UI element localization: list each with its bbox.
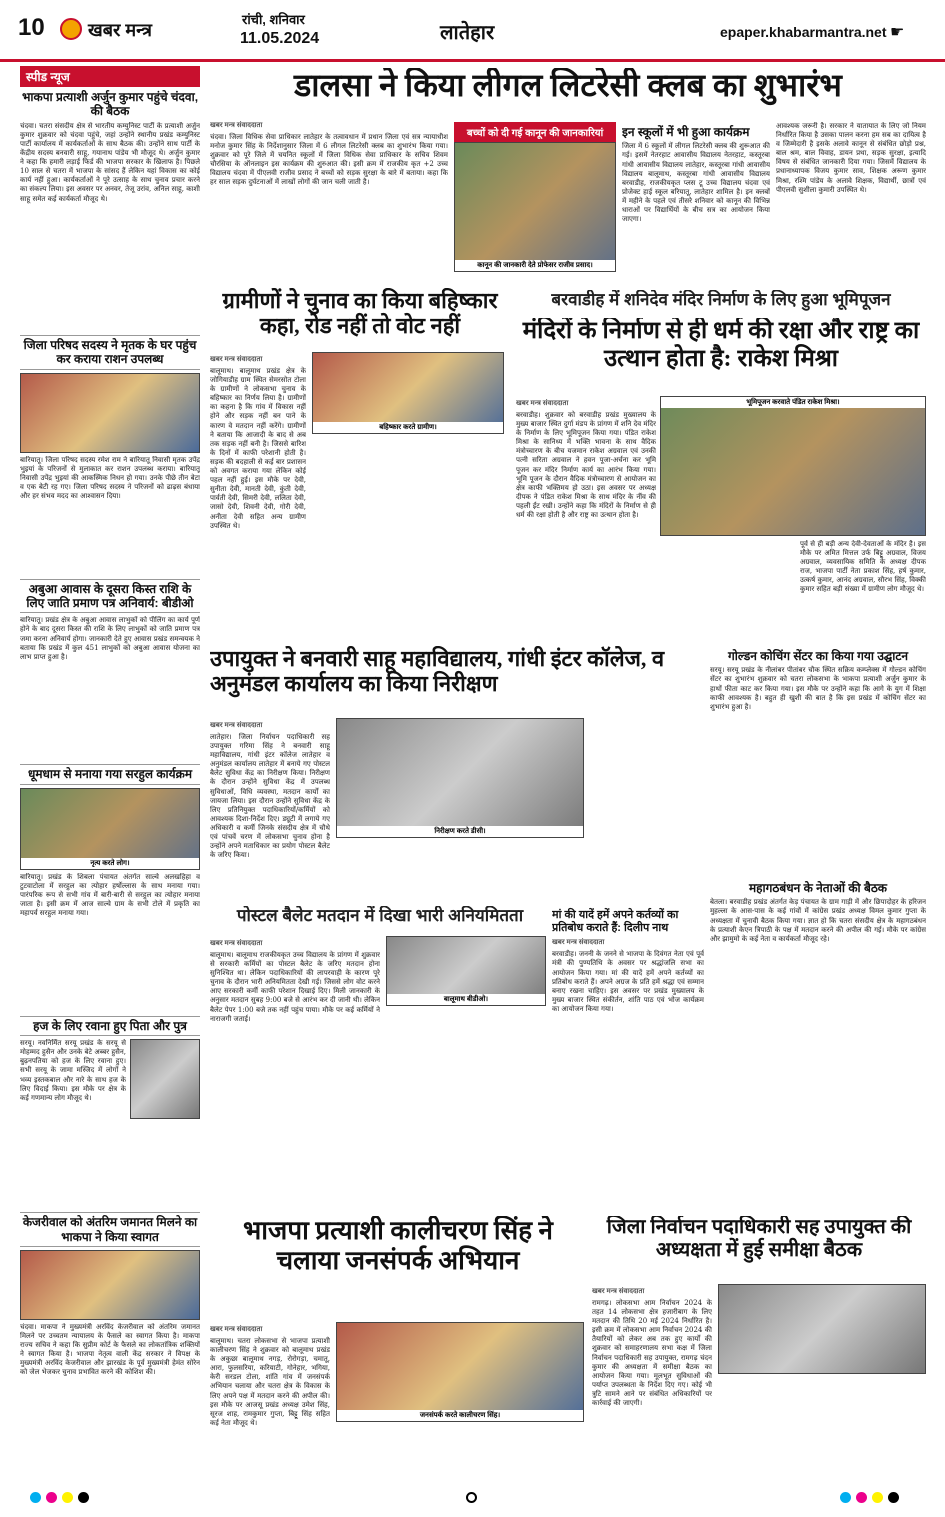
speed-news-tag: स्पीड न्यूज xyxy=(20,66,200,87)
review-body: रामगढ़। लोकसभा आम निर्वाचन 2024 के तहत 14 लोकसभा क्षेत्र हजारीबाग के लिए मतदान की तिथि 20 मई 2024 निर्धारित है। इसी क्रम में लोकसभा आम निर्वाचन 2024 की तैयारियों को लेकर अब तक हुए कार्यों की शुक्रवार को समाहरणालय सभा कक्ष में जिला निर्वाचन पदाधिकारी सह उपायुक्त, रामगढ़ चंदन कुमार की अध्यक्षता में समीक्षा बैठक का आयोजन किया गया। मूलभूत सुविधाओं की पर्याप्त उपलब्धता के निर्देश दिए गए। कोई भी त्रुटि सामने आने पर संबंधित अधिकारियों पर कार्रवाई की जाएगी। xyxy=(592,1299,712,1408)
temple-right-body: पूर्व से ही बड़ी अन्य देवी-देवताओं के मंदिर है। इस मौके पर अमित मित्तल उर्फ बिट्टू अग्रवाल, विजय अग्रवाल, व्यवसायिक समिति के अध्यक्ष दीपक राज, भाजपा पार्टी नेता प्रकाश सिंह, हर्ष कुमार, उत्कर्ष कुमार, आनंद अग्रवाल, सौरभ सिंह, विक्की कुमार सहित बड़ी संख्या में ग्रामीण लोग मौजूद थे। xyxy=(800,540,926,594)
dc-photo-block xyxy=(336,718,584,838)
campaign-photo xyxy=(336,1322,584,1422)
footer-registration-marks xyxy=(0,1478,945,1517)
lead-right-block xyxy=(776,122,926,312)
story-photo xyxy=(130,1039,200,1119)
mother-body: बरवाडीह। जननी के जनने से भाजपा के दिवंगत नेता एवं पूर्व मंत्री की पुण्यतिथि के अवसर पर श्रद्धांजलि सभा का आयोजन किया गया। मां की यादें हमें अपने कर्तव्यों का प्रतिबोध कराते हैं। अपने अग्रज के प्रति हमें श्रद्धा एवं सम्मान बनाए रखना चाहिए। इस अवसर पर प्रखंड मुख्यालय के मुख्य बाजार स्थित संकीर्तन, शांति पाठ एवं भोज कार्यक्रम का आयोजन किया गया। xyxy=(552,950,704,1013)
campaign-headline-block xyxy=(210,1216,586,1316)
byline: खबर मन्त्र संवाददाता xyxy=(552,939,605,947)
byline: खबर मन्त्र संवाददाता xyxy=(210,722,263,729)
byline: खबर मन्त्र संवाददाता xyxy=(210,122,263,129)
registration-dot xyxy=(62,1492,73,1503)
temple-headline-block xyxy=(516,318,926,390)
lead-right-body: आवश्यक जरूरी है। सरकार ने यातायात के लिए जो नियम निर्धारित किया है उसका पालन करना हम सब का दायित्व है व जिम्मेदारी है इसके अलावे कानून से संबंधित छोड़ो प्रश्न, बाल श्रम, बाल विवाह, डायन प्रथा, सड़क सुरक्षा, इत्यादि विषय से संबंधित जानकारी दिया गया। जिसमें विद्यालय के प्रधानाध्यापक विजय कुमार साव, शिक्षक अरूण कुमार मिश्रा, रश्मि पांडेय के अलावे शिक्षक, विद्यार्थी, छात्रों एवं पीएलवी सुशीला कुमारी उपस्थित थे। xyxy=(776,122,926,194)
story-headline: जिला परिषद सदस्य ने मृतक के घर पहुंच कर कराया राशन उपलब्ध xyxy=(20,335,200,370)
lead-body-block xyxy=(210,118,448,308)
coaching-headline: गोल्डन कोचिंग सेंटर का किया गया उद्घाटन xyxy=(727,649,909,663)
boycott-photo xyxy=(312,352,504,434)
postal-photo-block xyxy=(386,936,546,1006)
registration-dot xyxy=(30,1492,41,1503)
lead-headline: डालसा ने किया लीगल लिटरेसी क्लब का शुभारंभ xyxy=(294,68,842,103)
byline: खबर मन्त्र संवाददाता xyxy=(210,1326,263,1333)
story-headline: केजरीवाल को अंतरिम जमानत मिलने का भाकपा ने किया स्वागत xyxy=(20,1212,200,1247)
coaching-block xyxy=(710,646,926,876)
main-area xyxy=(210,66,926,1476)
lead-photo xyxy=(454,142,616,272)
dc-headline-block xyxy=(210,646,706,710)
mother-headline: मां की यादें हमें अपने कर्तव्यों का प्रतिबोध कराते हैं: दिलीप नाथ xyxy=(552,909,679,935)
pointer-hand-icon: ☛ xyxy=(890,22,905,41)
story-body: बारियातू। प्रखंड के शिबला पंचायत अंतर्गत साल्वे अलखहिहा व टुटवाटोला में सरहुल का त्योहार हर्षोल्लास के साथ मनाया गया। पारंपरिक रूप से सभी गांव में बारी-बारी से सरहुल का त्योहार मनाया जाता है। इसी क्रम में आज साल्वे ग्राम के सभी टोले में प्रकृति का महापर्व सरहुल मनाया गया। xyxy=(20,872,200,918)
lead-headline-block xyxy=(210,68,926,112)
temple-photo-block xyxy=(660,396,926,536)
story-photo xyxy=(20,788,200,870)
photo-caption: जनसंपर्क करते कालीचरण सिंह। xyxy=(337,1410,583,1421)
lead-sidebar-block xyxy=(622,122,770,312)
place-day: रांची, शनिवार xyxy=(242,12,305,27)
brand-name: खबर मन्त्र xyxy=(88,20,152,40)
story-body: चंदवा। चतरा संसदीय क्षेत्र से भारतीय कम्युनिस्ट पार्टी के प्रत्याशी अर्जुन कुमार शुक्रवार को चंदवा पहुंचे, जहां उन्होंने स्थानीय प्रखंड कम्युनिस्ट पार्टी कार्यालय में कार्यकर्ताओं के साथ बैठक की। उन्होंने साथ पार्टी के केंद्रीय सदस्य बनवारी साहू, गयानाथ पांडेय भी मौजूद थे। अर्जुन कुमार ने कहा कि हमारी लड़ाई फिर्ड की भाजपा सरकार के खिलाफ है। पिछले 10 साल से चतरा में भाजपा के सांसद हैं लेकिन यहां विकास का कोई कार्य नहीं हुआ। कार्यकर्ताओं ने पूरे उत्साह के साथ चुनाव प्रचार करने का संकल्प लिया। इस अवसर पर अनवर, तेजू उरांव, अनिल साहू, काशी साहू समेत कई कार्यकर्ता मौजूद थे। xyxy=(20,121,200,203)
temple-body: बरवाडीह। शुक्रवार को बरवाडीह प्रखंड मुख्यालय के मुख्य बाजार स्थित दुर्गा मंडप के प्रांगण में शनि देव मंदिर के निर्माण के लिए भूमिपूजन किया गया। पंडित राकेश मिश्रा के सानिध्य में भक्ति भावना के साथ वैदिक मंत्रोच्चारण के बीच यजमान राकेश अग्रवाल एवं उनकी पत्नी सरिता अग्रवाल ने हवन पूजा-अर्चना कर भूमि पूजन कर मंदिर निर्माण कार्य का आरंभ किया गया। भूमि पूजन के दौरान वैदिक मंत्रोच्चारण से आयोजन का क्षेत्र काफी भक्तिमय हो उठा। इस अवसर पर अध्यक्ष दीपक ने पंडित राकेश मिश्रा के साथ मंदिर के नींव की पहली ईंट रखी। उन्होंने कहा कि मंदिरों के निर्माण से ही धर्म की रक्षा होती है और राष्ट्र का उत्थान होता है। xyxy=(516,411,656,520)
crosshair-icon xyxy=(466,1492,477,1503)
dc-headline: उपायुक्त ने बनवारी साहू महाविद्यालय, गांधी इंटर कॉलेज, व अनुमंडल कार्यालय का किया निरीक्षण xyxy=(210,646,665,697)
postal-headline-block xyxy=(210,906,550,932)
page-number: 10 xyxy=(18,14,45,41)
boycott-body: बालूमाथ। बालूमाथ प्रखंड क्षेत्र के जोगियाडीह ग्राम स्थित सेमरसोत टोला के ग्रामीणों ने लोकसभा चुनाव के बहिष्कार का निर्णय लिया है। ग्रामीणों का कहना है कि गांव में विकास नहीं होने और सड़क नहीं बन पाने के कारण वे मतदान नहीं करेंगे। ग्रामीणों ने बताया कि आजादी के बाद से अब तक सड़क नहीं बनी है। जिससे बारिश के दिनों में काफी परेशानी होती है। सड़क की बदहाली से कई बार प्रशासन को अवगत कराया गया लेकिन कोई पहल नहीं हुई। इस मौके पर देवी, सुनीता देवी, मानती देवी, कुंती देवी, पार्वती देवी, सिमरी देवी, ललिता देवी, जासो देवी, शिवनी देवी, गोरी देवी, अनीता देवी सहित अन्य ग्रामीण उपस्थित थे। xyxy=(210,367,306,530)
campaign-body: बालूमाथ। चतरा लोकसभा से भाजपा प्रत्याशी कालीचरण सिंह ने शुक्रवार को बालूमाथ प्रखंड के अकुछा बालूमाथ नगड़, रोरोगड़ा, चमातू, आरा, फुलसरिया, करियाटी, गोनेहार, भगिया, केरी सरडल टोला, शांति गांव में जनसंपर्क अभियान चलाया और चतरा क्षेत्र के विकास के लिए अपने पक्ष में मतदान करने की अपील की। इस मौके पर आजसू प्रखंड अध्यक्ष उमेश सिंह, सूरज शाह, रामकुमार गुप्ता, बिट्टू सिंह सहित कई नेता मौजूद थे। xyxy=(210,1337,330,1427)
lead-photo-title: बच्चों को दी गई कानून की जानकारियां xyxy=(454,122,616,142)
registration-dot xyxy=(888,1492,899,1503)
photo-caption: कानून की जानकारी देते प्रोफेसर राजीव प्रसाद। xyxy=(455,260,615,271)
temple-body-block xyxy=(516,396,656,636)
photo-caption: निरीक्षण करते डीसी। xyxy=(337,826,583,837)
photo-caption: नृत्य करते लोग। xyxy=(21,858,199,869)
review-headline-block xyxy=(592,1216,926,1278)
review-headline: जिला निर्वाचन पदाधिकारी सह उपायुक्त की अध्यक्षता में हुई समीक्षा बैठक xyxy=(606,1216,912,1261)
story-body: सरयू। नवनिर्मित सरयू प्रखंड के सरयू से मोहम्मद हुसैन और उनके बेटे अब्बर हुसैन, बुढ़नपतिया को हज के लिए रवाना हुए। सभी सरयू के जामा मस्जिद में लोगों ने भव्य इस्तकबाल और नारे के साथ हज के लिए विदाई किया। इस मौके पर क्षेत्र के कई गणमान्य लोग मौजूद थे। xyxy=(20,1039,126,1102)
story-headline: हज के लिए रवाना हुए पिता और पुत्र xyxy=(20,1016,200,1036)
issue-date: 11.05.2024 xyxy=(240,30,320,47)
boycott-body-block xyxy=(210,352,306,632)
story-headline: अबुआ आवास के दूसरा किस्त राशि के लिए जाति प्रमाण पत्र अनिवार्य: बीडीओ xyxy=(20,579,200,614)
temple-photo xyxy=(660,396,926,536)
registration-dot xyxy=(46,1492,57,1503)
photo-caption: बहिष्कार करते ग्रामीण। xyxy=(313,422,503,433)
story-body: बारियातू। प्रखंड क्षेत्र के अबुआ आवास लाभुकों को पीलिंग का कार्य पूर्ण होने के बाद दूसरा किस्त की राशि के लिए लाभुकों को जाति प्रमाण पत्र जमा करना अनिवार्य होगा। जानकारी देते हुए आवास प्रखंड समन्वयक ने बताया कि प्रखंड में कुल 451 लाभुकों को अबुआ आवास योजना का लाभ प्राप्त हुआ है। xyxy=(20,616,200,661)
registration-dot xyxy=(872,1492,883,1503)
mother-block xyxy=(552,906,704,1206)
campaign-body-block xyxy=(210,1322,330,1472)
campaign-headline: भाजपा प्रत्याशी कालीचरण सिंह ने चलाया जनसंपर्क अभियान xyxy=(243,1216,553,1275)
sidebar-body: जिला में 6 स्कूलों में लीगल लिटरेसी क्लब की शुरूआत की गई। इसमें नेतरहाट आवासीय विद्यालय नेतरहाट, कस्तूरबा गांधी आवासीय विद्यालय लातेहार, कस्तूरबा गांधी आवासीय विद्यालय बालूमाथ, कस्तूरबा गांधी आवासीय विद्यालय बरवाडीह, राजकीयकृत प्लस टू उच्च विद्यालय चंदवा एवं प्रोजेक्ट हाई स्कूल बरियातू, लातेहार शामिल है। इन क्लबों में महीने के पहले एवं तीसरे शनिवार को कानून की विभिन्न धाराओं पर विद्यार्थियों के बीच सत्र का आयोजन किया जाएगा। xyxy=(622,142,770,224)
story-headline: भाकपा प्रत्याशी अर्जुन कुमार पहुंचे चंदवा, की बैठक xyxy=(21,90,199,119)
speed-news-column xyxy=(20,66,200,1476)
temple-kicker: बरवाडीह में शनिदेव मंदिर निर्माण के लिए हुआ भूमिपूजन xyxy=(551,290,891,309)
postal-body-block xyxy=(210,936,380,1196)
section-name: लातेहार xyxy=(440,22,495,44)
story-headline: धूमधाम से मनाया गया सरहुल कार्यक्रम xyxy=(20,764,200,784)
review-photo-block xyxy=(718,1284,926,1374)
registration-dot xyxy=(856,1492,867,1503)
lead-body: चंदवा। जिला विधिक सेवा प्राधिकार लातेहार के तत्वावधान में प्रधान जिला एवं सत्र न्यायाधीश मनोज कुमार सिंह के निर्देशानुसार जिला में 6 लीगल लिटरेसी क्लब का शुभारंभ किया गया। शुक्रवार को पूरे जिले में चयनित स्कूलों में जिला विधिक सेवा प्राधिकार के सचिव शिवम चौरसिया के ऑनलाइन इस कार्यक्रम की शुरुआत की। इसी क्रम में राजकीय कृत +2 उच्च विद्यालय चंदवा में पीएलवी राजीव प्रसाद ने बच्चों को सड़क सुरक्षा के बारे में बताया। कहा कि हर साल सड़क दुर्घटनाओं में लाखों लोगों की जान चली जाती है। xyxy=(210,133,448,187)
mahagathbandhan-body: बेतला। बरवाडीह प्रखंड अंतर्गत केड़ पंचायत के ग्राम गाड़ी में और छिपादोहर के हरिजन मुहल्ला के आस-पास के कई गांवों में कांग्रेस प्रखंड अध्यक्ष विमल कुमार गुप्ता के अध्यक्षता में चुनावी बैठक किया गया। ज्ञात हो कि चतरा संसदीय क्षेत्र के महागठबंधन के प्रत्याशी केएन त्रिपाठी के पक्ष में मतदान करने की अपील की गई। मौके पर कांग्रेस और झामुमो के कई नेता व कार्यकर्ता मौजूद रहे। xyxy=(710,898,926,943)
story-photo xyxy=(20,1250,200,1320)
temple-kicker-block xyxy=(516,290,926,316)
coaching-body: सरयू। सरयू प्रखंड के नीलांबर पीतांबर चौक स्थित सक्रिय कम्प्लेक्स में गोल्डन कोचिंग सेंटर का शुभारंभ शुक्रवार को चतरा लोकसभा के भाकपा प्रत्याशी अर्जुन कुमार के हाथों फीता काट कर किया गया। इस मौके पर उन्होंने कहा कि आगे के युग में शिक्षा काफी आवश्यक है। बहुत ही खुशी की बात है कि इस प्रखंड में कोचिंग सेंटर का शुभारंभ हुआ है। xyxy=(710,666,926,711)
postal-body: बालूमाथ। बालूमाथ राजकीयकृत उच्च विद्यालय के प्रांगण में शुक्रवार से सरकारी कर्मियों का पोस्टल बैलेट के जरिए मतदान होना सुनिश्चित था। लेकिन पदाधिकारियों की लापरवाही के कारण पूरे चुनाव के दौरान भारी अनियमितता देखी गई। जिससे लोग वोट करने आए सरकारी कर्मी काफी परेशान दिखाई दिए। मिली जानकारी के अनुसार मतदान सुबह 9:00 बजे से आरंभ कर दी जानी थी। लेकिन बैलेट पेपर 1:00 बजे तक नहीं पहुंच पाया। मौके पर कई कर्मियों ने नाराजगी जताई। xyxy=(210,951,380,1023)
mahagathbandhan-headline: महागठबंधन के नेताओं की बैठक xyxy=(748,881,888,895)
boycott-photo-block xyxy=(312,352,504,434)
registration-dot xyxy=(78,1492,89,1503)
epaper-link[interactable]: epaper.khabarmantra.net xyxy=(720,24,887,40)
review-body-block xyxy=(592,1284,712,1474)
photo-caption: भूमिपूजन करवाते पंडित राकेश मिश्रा। xyxy=(661,397,925,408)
temple-headline: मंदिरों के निर्माण से ही धर्म की रक्षा और राष्ट्र का उत्थान होता है: राकेश मिश्रा xyxy=(522,318,920,372)
byline: खबर मन्त्र संवाददाता xyxy=(210,940,263,947)
story-body: बारियातू। जिला परिषद सदस्य रमेश राम ने बारियातू निवासी मृतक उपेंद्र भुइयां के परिजनों से मुलाकात कर राशन उपलब्ध कराया। बारियातू निवासी उपेंद्र भुइयां की आकस्मिक निधन हो गया। उनके पीछे तीन बेटा व एक बेटी रह गए। जिला परिषद सदस्य ने परिजनों को ढाढ़स बंधाया और हर संभव मदद का आश्वासन दिया। xyxy=(20,455,200,500)
dc-photo xyxy=(336,718,584,838)
boycott-headline-block xyxy=(210,288,510,352)
dc-body: लातेहार। जिला निर्वाचन पदाधिकारी सह उपायुक्त गरिमा सिंह ने बनवारी साहू महाविद्यालय, गांधी इंटर कॉलेज लातेहार व अनुमंडल कार्यालय लातेहार में बनाये गए पोस्टल बैलेट सुविधा केंद्र का निरीक्षण किया। निरीक्षण के दौरान उन्होंने सुविधा केंद्र में उपलब्ध सुविधाओं, विधि व्यवस्था, मतदान कार्यों का जायजा लिया। इस दौरान उन्होंने सुविधा केंद्र के लिए प्रतिनियुक्त पदाधिकारियों/कर्मियों को आवश्यक दिशा-निर्देश दिए। ड्यूटी में लगाये गए अधिकारी व कर्मी जिनके संसदीय क्षेत्र में चौथे एवं पांचवें चरण में लोकसभा चुनाव होना है उन्होंने अपने मताधिकार का प्रयोग पोस्टल बैलेट के जरिए किया। xyxy=(210,733,330,860)
sidebar-headline: इन स्कूलों में भी हुआ कार्यक्रम xyxy=(622,125,750,139)
postal-photo xyxy=(386,936,546,1006)
mahagathbandhan-block xyxy=(710,878,926,1208)
registration-dot xyxy=(840,1492,851,1503)
boycott-headline: ग्रामीणों ने चुनाव का किया बहिष्कार कहा, रोड नहीं तो वोट नहीं xyxy=(222,288,498,339)
temple-right-block xyxy=(800,540,926,640)
masthead xyxy=(0,0,945,62)
dc-body-block xyxy=(210,718,330,898)
postal-headline: पोस्टल बैलेट मतदान में दिखा भारी अनियमितता xyxy=(236,906,524,925)
byline: खबर मन्त्र संवाददाता xyxy=(210,356,263,363)
brand-logo-icon xyxy=(60,18,82,40)
photo-caption: बालूमाथ बीडीओ। xyxy=(387,994,545,1005)
byline: खबर मन्त्र संवाददाता xyxy=(516,400,569,407)
byline: खबर मन्त्र संवाददाता xyxy=(592,1288,645,1295)
campaign-photo-block xyxy=(336,1322,584,1422)
review-photo xyxy=(718,1284,926,1374)
lead-photo-block xyxy=(454,122,616,294)
story-photo xyxy=(20,373,200,453)
story-body: चंदवा। माकपा ने मुख्यमंत्री अरविंद केजरीवाल को अंतरिम जमानत मिलने पर उच्चतम न्यायालय के फैसले का स्वागत किया है। माकपा राज्य सचिव ने कहा कि सुप्रीम कोर्ट के फैसले का लोकतांत्रिक शक्तियों ने स्वागत किया है। भाजपा नेतृत्व वाली केंद्र सरकार ने विपक्ष के मुख्यमंत्री अरविंद केजरीवाल और झारखंड के पूर्व मुख्यमंत्री हेमंत सोरेन को जेल भेजकर चुनाव प्रभावित करने की कोशिश की। xyxy=(20,1322,200,1377)
